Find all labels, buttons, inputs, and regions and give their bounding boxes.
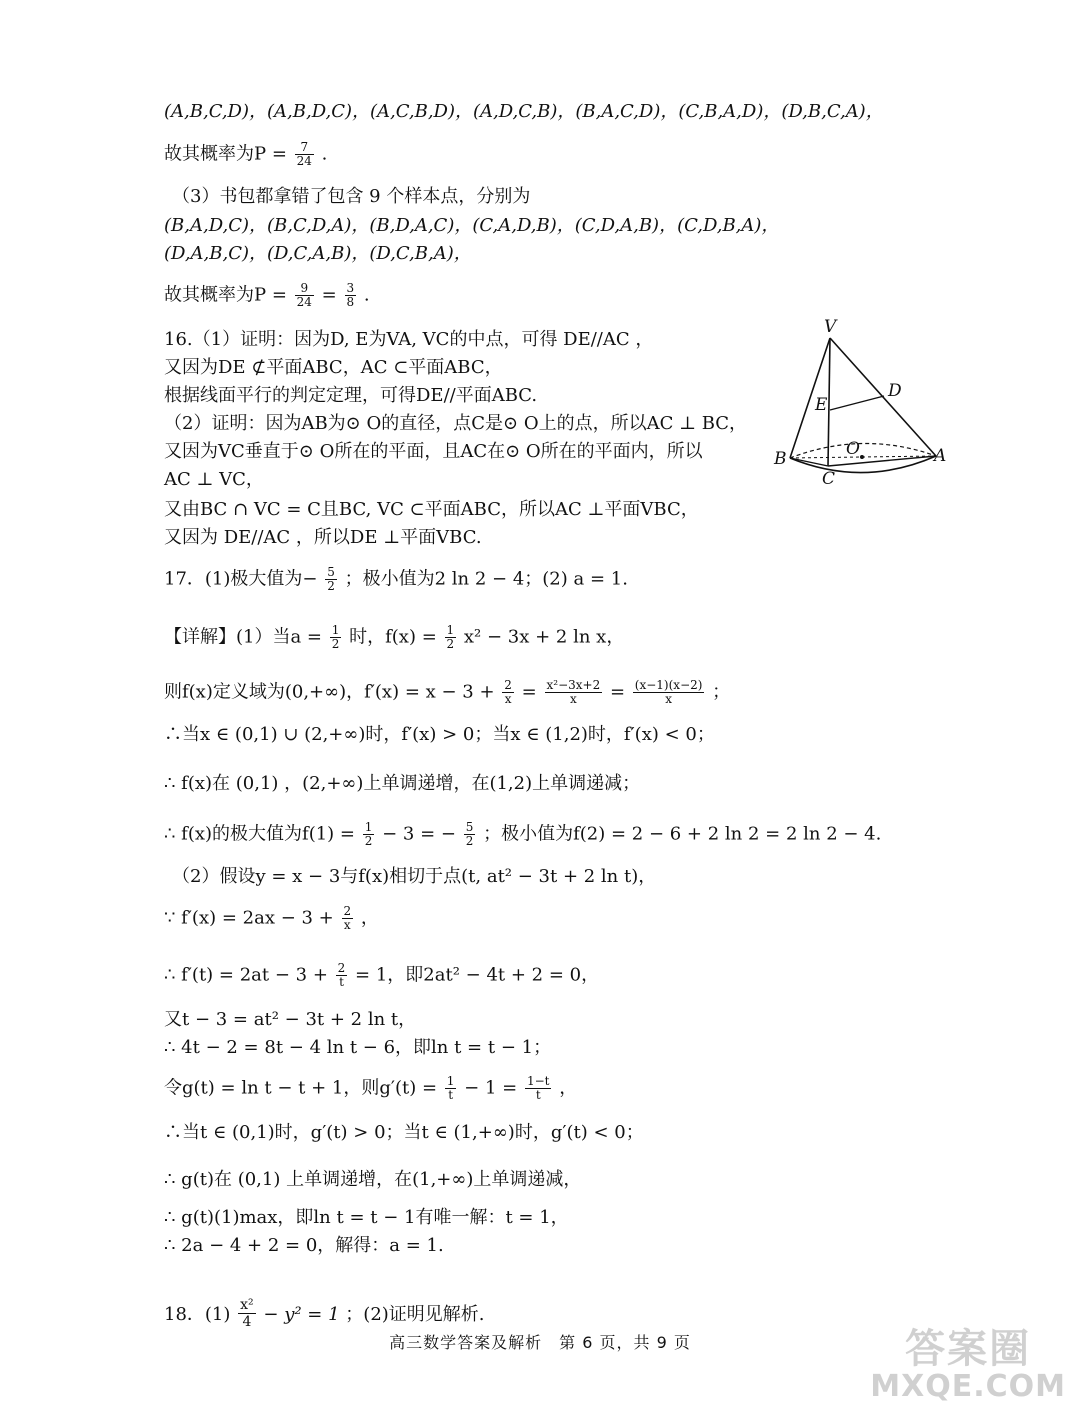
detail-line-5	[164, 821, 881, 848]
numerator: 1−t	[526, 1074, 550, 1088]
label-E: E	[815, 395, 828, 415]
part3-heading: （3）书包都拿错了包含 9 个样本点，分别为	[172, 186, 531, 207]
fraction	[633, 679, 705, 706]
denominator: 2	[327, 579, 335, 593]
text: = 1，即2at² − 4t + 2 = 0，	[355, 964, 600, 986]
numerator: 1	[331, 623, 340, 637]
label-V: V	[824, 317, 837, 337]
text: ；极小值为2 ln 2 − 4；(2) a = 1.	[344, 568, 628, 590]
text: ，	[360, 907, 379, 929]
label-O: O	[846, 439, 860, 459]
detail-line-4: ∴ f(x)在 (0,1) ，(2,+∞)上单调递增，在(1,2)上单调递减；	[164, 773, 641, 794]
q16-line-6: AC ⊥ VC，	[164, 469, 264, 490]
fraction	[464, 821, 476, 848]
numerator: 2	[337, 961, 346, 975]
numerator: 1	[446, 623, 455, 637]
fraction	[336, 962, 348, 989]
text: ∴ f′(t) = 2at − 3 +	[164, 964, 328, 986]
text: ；	[712, 681, 731, 703]
fraction	[295, 282, 314, 309]
q16-line-7: 又由BC ∩ VC = C且BC, VC ⊂平面ABC，所以AC ⊥平面VBC，	[164, 499, 699, 520]
detail-line-12: ∴当t ∈ (0,1)时，g′(t) > 0；当t ∈ (1,+∞)时，g′(t) < 0；	[164, 1122, 644, 1143]
fraction	[525, 1075, 552, 1102]
text: 时，f(x) =	[349, 626, 437, 648]
text: =	[609, 681, 626, 703]
cone-figure	[768, 312, 958, 492]
text: − 3 = −	[382, 823, 456, 845]
watermark-bottom: MXQE.COM	[870, 1369, 1066, 1404]
text: .	[321, 143, 328, 165]
numerator: (x−1)(x−2)	[634, 678, 703, 692]
q17-answer	[164, 566, 628, 593]
denominator: 2	[446, 637, 455, 651]
detail-line-7	[164, 905, 379, 932]
detail-line-3: ∴当x ∈ (0,1) ∪ (2,+∞)时，f′(x) > 0；当x ∈ (1,2)时，f′(x) < 0；	[164, 724, 715, 745]
detail-line-14: ∴ g(t)(1)max，即ln t = t − 1有唯一解：t = 1，	[164, 1207, 569, 1228]
text: 故其概率为P =	[164, 143, 287, 165]
segment-DE	[830, 396, 884, 410]
fraction	[238, 1297, 256, 1330]
text: − y² = 1	[263, 1304, 340, 1325]
q16-line-1: 16.（1）证明：因为D, E为VA, VC的中点，可得 DE//AC ，	[164, 329, 654, 350]
denominator: t	[339, 975, 344, 989]
text: ；(2)证明见解析.	[345, 1304, 485, 1325]
fraction	[295, 141, 314, 168]
fraction	[545, 679, 603, 706]
text: ∴ f(x)的极大值为f(1) =	[164, 823, 355, 845]
text: ∵ f′(x) = 2ax − 3 +	[164, 907, 334, 929]
numerator: x²−3x+2	[546, 678, 601, 692]
text: 则f(x)定义域为(0,+∞)，f′(x) = x − 3 +	[164, 681, 495, 703]
text: − 1 =	[464, 1077, 518, 1099]
denominator: 2	[331, 637, 340, 651]
q16-line-3: 根据线面平行的判定定理，可得DE//平面ABC.	[164, 385, 538, 406]
fraction	[330, 624, 342, 651]
text: 令g(t) = ln t − t + 1，则g′(t) =	[164, 1077, 438, 1099]
denominator: 2	[465, 834, 474, 848]
text: .	[363, 284, 370, 306]
text: =	[521, 681, 537, 703]
q16-line-8: 又因为 DE//AC ，所以DE ⊥平面VBC.	[164, 527, 482, 548]
denominator: 8	[346, 295, 355, 309]
fraction	[445, 624, 457, 651]
q16-line-5: 又因为VC垂直于⊙ O所在的平面，且AC在⊙ O所在的平面内，所以	[164, 441, 703, 462]
numerator: 2	[504, 678, 512, 692]
numerator: 2	[343, 904, 352, 918]
denominator: 2	[364, 834, 373, 848]
probability-line-1	[164, 141, 327, 168]
permutation-list-2: (B,A,D,C)，(B,C,D,A)，(B,D,A,C)，(C,A,D,B)，(C,D,A,B)，(C,D,B,A)，	[164, 215, 780, 236]
label-D: D	[888, 381, 902, 401]
text: =	[321, 284, 337, 306]
detail-line-6: （2）假设y = x − 3与f(x)相切于点(t, at² − 3t + 2 ln t)，	[172, 866, 657, 887]
q16-line-4: （2）证明：因为AB为⊙ O的直径，点C是⊙ O上的点，所以AC ⊥ BC，	[164, 413, 748, 434]
text: ，	[559, 1077, 578, 1099]
permutation-list-1: (A,B,C,D)，(A,B,D,C)，(A,C,B,D)，(A,D,C,B)，(B,A,C,D)，(C,B,A,D)，(D,B,C,A)，	[164, 101, 884, 122]
label-B: B	[774, 449, 787, 469]
numerator: 9	[295, 282, 314, 296]
text: 18．(1)	[164, 1304, 231, 1325]
denominator: 4	[242, 1314, 252, 1330]
numerator: 3	[346, 281, 355, 295]
numerator: 5	[327, 565, 335, 579]
label-C: C	[822, 469, 836, 489]
numerator: 1	[364, 820, 373, 834]
q18-answer	[164, 1297, 485, 1330]
text: x² − 3x + 2 ln x，	[463, 626, 625, 648]
q16-line-2: 又因为DE ⊄平面ABC，AC ⊂平面ABC，	[164, 357, 503, 378]
denominator: t	[448, 1088, 454, 1102]
numerator: 5	[465, 820, 474, 834]
fraction	[342, 905, 354, 932]
permutation-list-3: (D,A,B,C)，(D,C,A,B)，(D,C,B,A)，	[164, 243, 472, 264]
fraction	[445, 1075, 457, 1102]
numerator: 1	[446, 1074, 455, 1088]
page-footer: 高三数学答案及解析 第 6 页，共 9 页	[389, 1333, 691, 1352]
detail-line-10: ∴ 4t − 2 = 8t − 4 ln t − 6，即ln t = t − 1；	[164, 1037, 552, 1058]
fraction	[325, 566, 337, 593]
denominator: x	[504, 692, 512, 706]
denominator: 24	[296, 154, 312, 168]
fraction	[363, 821, 375, 848]
detail-line-13: ∴ g(t)在 (0,1) 上单调递增，在(1,+∞)上单调递减，	[164, 1169, 582, 1190]
edge-VC	[828, 338, 830, 466]
numerator: 7	[295, 141, 314, 155]
label-A: A	[934, 446, 947, 466]
fraction	[502, 679, 514, 706]
center-point-O	[860, 455, 864, 459]
text: 故其概率为P =	[164, 284, 287, 306]
numerator: x²	[240, 1297, 254, 1313]
text: 【详解】(1）当a =	[164, 626, 323, 648]
denominator: 24	[296, 295, 312, 309]
detail-line-11	[164, 1075, 577, 1102]
watermark-top: 答案圈	[905, 1326, 1032, 1372]
detail-line-9: 又t − 3 = at² − 3t + 2 ln t，	[164, 1009, 417, 1030]
detail-line-8	[164, 962, 599, 989]
denominator: x	[569, 692, 577, 706]
denominator: x	[343, 918, 351, 932]
text: 17．(1)极大值为−	[164, 568, 318, 590]
probability-line-2	[164, 282, 370, 309]
detail-line-1	[164, 624, 624, 651]
denominator: x	[665, 692, 672, 706]
watermark-logo	[870, 1327, 1066, 1403]
detail-line-15: ∴ 2a − 4 + 2 = 0，解得：a = 1.	[164, 1235, 444, 1256]
fraction	[345, 282, 357, 309]
text: ；极小值为f(2) = 2 − 6 + 2 ln 2 = 2 ln 2 − 4.	[483, 823, 882, 845]
detail-line-2	[164, 679, 730, 706]
denominator: t	[535, 1088, 541, 1102]
